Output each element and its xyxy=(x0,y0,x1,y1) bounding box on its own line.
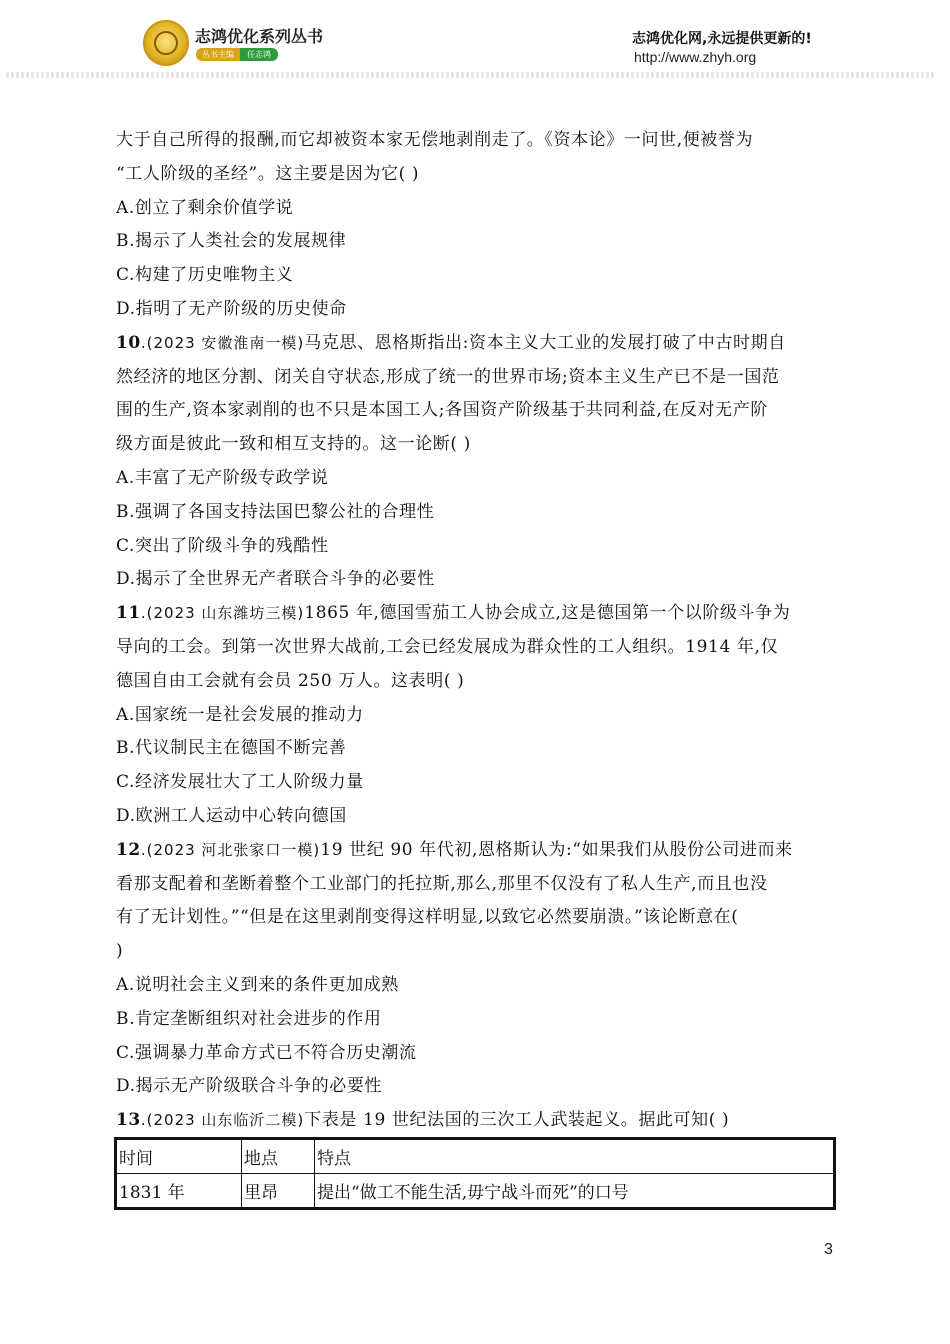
table-cell: 提出“做工不能生活,毋宁战斗而死”的口号 xyxy=(315,1174,835,1209)
line-text: D.欧洲工人运动中心转向德国 xyxy=(116,805,347,826)
line-text: 围的生产,资本家剥削的也不只是本国工人;各国资产阶级基于共同利益,在反对无产阶 xyxy=(116,400,768,421)
series-title: 志鸿优化系列丛书 xyxy=(195,27,324,46)
question-text xyxy=(116,124,836,1138)
text-line xyxy=(116,935,836,969)
line-text: A.国家统一是社会发展的推动力 xyxy=(116,704,364,725)
table-header-cell: 时间 xyxy=(116,1139,242,1174)
question-number: 12 xyxy=(116,839,141,860)
text-line xyxy=(116,225,836,259)
question-source: .(2023 河北张家口一模) xyxy=(140,840,321,859)
page-number: 3 xyxy=(824,1241,833,1258)
header-slogan: 志鸿优化网,永远提供更新的! xyxy=(632,31,812,47)
question-source: .(2023 山东临沂二模) xyxy=(140,1111,305,1130)
text-line xyxy=(116,462,836,496)
text-line xyxy=(116,597,836,631)
table-header-row xyxy=(116,1139,835,1174)
line-text: 然经济的地区分割、闭关自守状态,形成了统一的世界市场;资本主义生产已不是一国范 xyxy=(116,366,780,387)
line-text: C.强调暴力革命方式已不符合历史潮流 xyxy=(116,1042,417,1063)
editor-label: 丛书主编 xyxy=(196,48,240,61)
text-line xyxy=(116,158,836,192)
uprisings-table xyxy=(114,1137,836,1210)
text-line xyxy=(116,969,836,1003)
line-text: A.创立了剩余价值学说 xyxy=(116,197,294,218)
text-line xyxy=(116,394,836,428)
text-line xyxy=(116,732,836,766)
table-cell: 里昂 xyxy=(242,1174,315,1209)
editor-name: 任志鸿 xyxy=(240,48,278,61)
text-line xyxy=(116,868,836,902)
line-text: ) xyxy=(116,941,124,962)
text-line xyxy=(116,834,836,868)
line-text: C.构建了历史唯物主义 xyxy=(116,265,294,286)
question-number: 11 xyxy=(116,603,141,624)
text-line xyxy=(116,124,836,158)
table-cell: 1831 年 xyxy=(116,1174,242,1209)
text-line xyxy=(116,496,836,530)
line-text: A.说明社会主义到来的条件更加成熟 xyxy=(116,974,399,995)
line-text: B.揭示了人类社会的发展规律 xyxy=(116,231,347,252)
line-text: B.强调了各国支持法国巴黎公社的合理性 xyxy=(116,501,435,522)
line-text: 导向的工会。到第一次世界大战前,工会已经发展成为群众性的工人组织。1914 年,仅 xyxy=(116,636,779,657)
text-line xyxy=(116,1104,836,1138)
text-line xyxy=(116,766,836,800)
table-header-cell: 地点 xyxy=(242,1139,315,1174)
zhihong-logo-icon xyxy=(143,20,189,66)
line-text: 看那支配着和垄断着整个工业部门的托拉斯,那么,那里不仅没有了私人生产,而且也没 xyxy=(116,873,768,894)
page-header xyxy=(0,0,950,82)
line-text: “工人阶级的圣经”。这主要是因为它( ) xyxy=(116,163,420,184)
text-line xyxy=(116,361,836,395)
line-text: 下表是 19 世纪法国的三次工人武装起义。据此可知( ) xyxy=(304,1110,730,1131)
question-source: .(2023 安徽淮南一模) xyxy=(140,333,305,352)
line-text: D.指明了无产阶级的历史使命 xyxy=(116,298,347,319)
text-line xyxy=(116,327,836,361)
line-text: 马克思、恩格斯指出:资本主义大工业的发展打破了中古时期自 xyxy=(304,332,786,353)
text-line xyxy=(116,699,836,733)
text-line xyxy=(116,259,836,293)
line-text: C.突出了阶级斗争的残酷性 xyxy=(116,535,329,556)
text-line xyxy=(116,563,836,597)
text-line xyxy=(116,428,836,462)
text-line xyxy=(116,192,836,226)
text-line xyxy=(116,1070,836,1104)
line-text: C.经济发展壮大了工人阶级力量 xyxy=(116,772,364,793)
line-text: D.揭示了全世界无产者联合斗争的必要性 xyxy=(116,569,435,590)
line-text: 德国自由工会就有会员 250 万人。这表明( ) xyxy=(116,670,465,691)
question-number: 10 xyxy=(116,332,141,353)
line-text: 级方面是彼此一致和相互支持的。这一论断( ) xyxy=(116,434,471,455)
line-text: 大于自己所得的报酬,而它却被资本家无偿地剥削走了。《资本论》一问世,便被誉为 xyxy=(116,130,754,150)
header-url[interactable]: http://www.zhyh.org xyxy=(634,49,757,65)
text-line xyxy=(116,631,836,665)
table-row xyxy=(116,1174,835,1209)
line-text: B.代议制民主在德国不断完善 xyxy=(116,738,347,759)
text-line xyxy=(116,1037,836,1071)
text-line xyxy=(116,293,836,327)
line-text: 19 世纪 90 年代初,恩格斯认为:“如果我们从股份公司进而来 xyxy=(320,839,793,860)
table-header-cell: 特点 xyxy=(315,1139,835,1174)
text-line xyxy=(116,800,836,834)
text-line xyxy=(116,1003,836,1037)
line-text: B.肯定垄断组织对社会进步的作用 xyxy=(116,1008,382,1029)
header-divider xyxy=(6,72,936,78)
text-line xyxy=(116,530,836,564)
question-number: 13 xyxy=(116,1110,141,1131)
editor-badge xyxy=(196,48,278,61)
line-text: D.揭示无产阶级联合斗争的必要性 xyxy=(116,1076,383,1097)
line-text: 有了无计划性。”“但是在这里剥削变得这样明显,以致它必然要崩溃。”该论断意在( xyxy=(116,907,739,928)
line-text: A.丰富了无产阶级专政学说 xyxy=(116,467,329,488)
question-source: .(2023 山东潍坊三模) xyxy=(140,604,305,623)
text-line xyxy=(116,901,836,935)
line-text: 1865 年,德国雪茄工人协会成立,这是德国第一个以阶级斗争为 xyxy=(304,603,791,624)
text-line xyxy=(116,665,836,699)
